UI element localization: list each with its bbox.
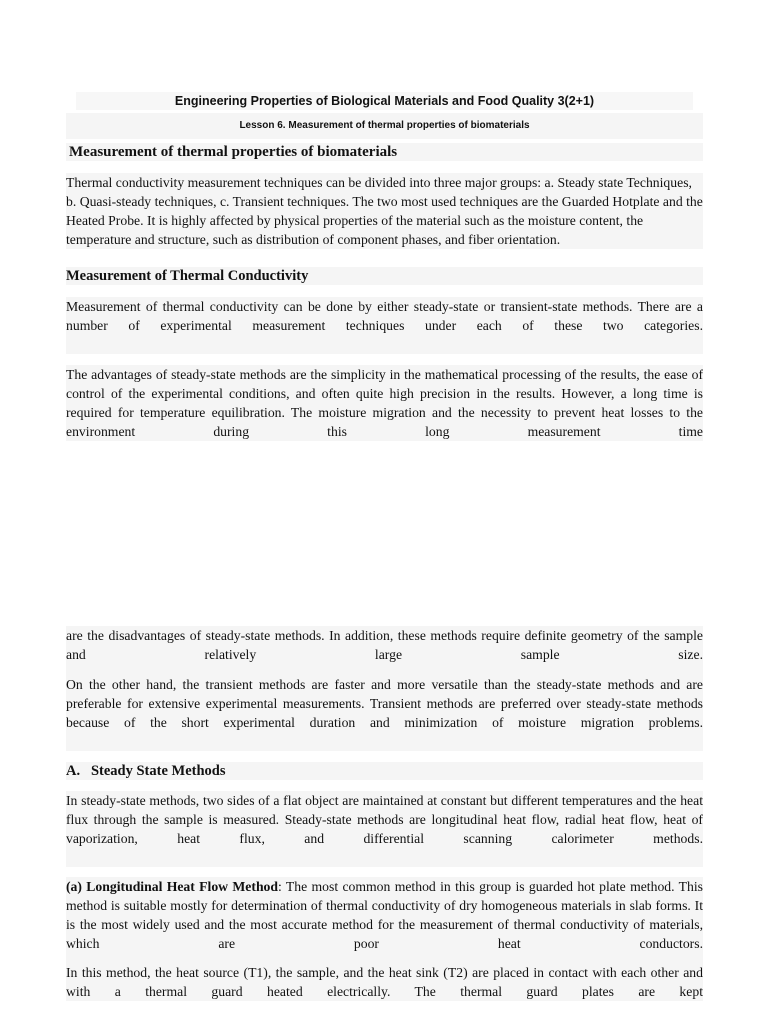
document-header	[76, 92, 693, 110]
steady-heading-block	[66, 762, 703, 780]
section-title: Measurement of thermal properties of biomaterials	[69, 144, 398, 160]
last-paragraph: In this method, the heat source (T1), the sample, and the heat sink (T2) are placed in contact with each other and with a thermal guard heated electrically. The thermal guard plates are kept	[66, 965, 703, 999]
longitudinal-block	[66, 877, 703, 972]
steady-state-paragraph: In steady-state methods, two sides of a flat object are maintained at constant but different temperatures and the heat flux through the sample is measured. Steady-state methods are longitudinal heat flow, radial heat flow, heat of vaporization, heat flux, and differential scanning calorimeter methods.	[66, 793, 703, 846]
document-title: Engineering Properties of Biological Materials and Food Quality 3(2+1)	[174, 94, 595, 108]
longitudinal-label: (a) Longitudinal Heat Flow Method	[66, 879, 279, 894]
conductivity-p2-block	[66, 365, 703, 441]
conductivity-paragraph-3: are the disadvantages of steady-state methods. In addition, these methods require definite geometry of the sample and relatively large sample size.	[66, 628, 703, 662]
conductivity-paragraph-1: Measurement of thermal conductivity can be done by either steady-state or transient-state methods. There are a number of experimental measurement techniques under each of these two categories.	[66, 299, 703, 333]
longitudinal-paragraph	[66, 877, 703, 972]
conductivity-paragraph-2: The advantages of steady-state methods are the simplicity in the mathematical processing of the results, the ease of control of the experimental conditions, and often quite high precision in the results. However, a long time is required for temperature equilibration. The moisture migration and the necessity to prevent heat losses to the environment during this long measurement time	[66, 367, 703, 439]
steady-state-heading: A. Steady State Methods	[66, 763, 226, 779]
longitudinal-text: : The most common method in this group is guarded hot plate method. This method is suitable mostly for determination of thermal conductivity of dry homogeneous materials in slab forms. It is the most widely used and the most accurate method for the measurement of thermal conductivity of materials, which are poor heat conductors.	[66, 879, 703, 951]
intro-block	[66, 173, 703, 249]
conductivity-heading-block	[66, 267, 703, 285]
steady-p1-block	[66, 791, 703, 867]
conductivity-p1-block	[66, 297, 703, 354]
last-paragraph-block	[66, 963, 703, 1001]
lesson-subtitle: Lesson 6. Measurement of thermal properties of biomaterials	[66, 113, 703, 139]
conductivity-heading: Measurement of Thermal Conductivity	[66, 268, 309, 284]
conductivity-paragraph-4: On the other hand, the transient methods are faster and more versatile than the steady-state methods and are preferable for extensive experimental measurements. Transient methods are preferred over steady-state methods because of the short experimental duration and minimization of moisture migration problems.	[66, 677, 703, 730]
section-title-block	[66, 143, 703, 161]
conductivity-p4-block	[66, 675, 703, 751]
intro-paragraph: Thermal conductivity measurement techniques can be divided into three major groups: a. Steady state Techniques, b. Quasi-steady techniques, c. Transient techniques. The two most used techniques are the Guarded Hotplate and the Heated Probe. It is highly affected by physical properties of the material such as the moisture content, the temperature and structure, such as distribution of component phases, and fiber orientation.	[66, 175, 703, 247]
